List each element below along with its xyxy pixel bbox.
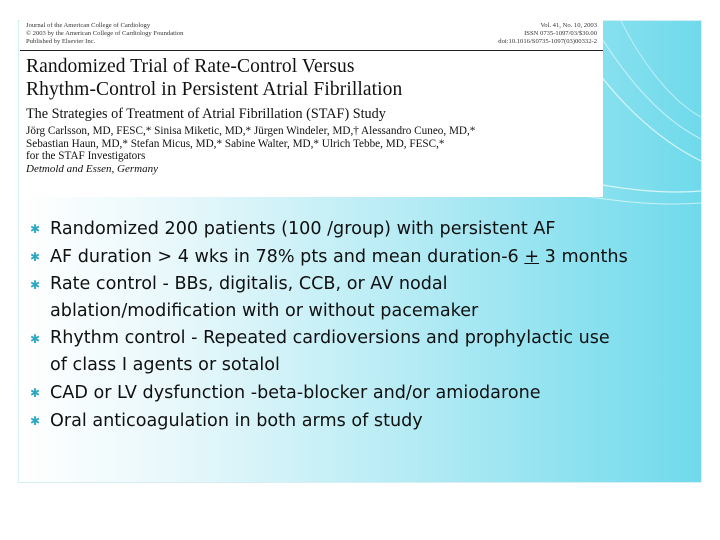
bullet-text: Rhythm control - Repeated cardioversions and prophylactic use — [50, 328, 610, 348]
bullet-text-continued: ablation/modification with or without pacemaker — [50, 301, 479, 321]
list-item — [30, 379, 700, 407]
asterisk-bullet-icon: ✱ — [30, 414, 41, 428]
authors-line3: for the STAF Investigators — [26, 150, 146, 163]
journal-publisher: Published by Elsevier Inc. — [26, 38, 96, 45]
asterisk-bullet-icon: ✱ — [30, 332, 41, 346]
journal-copyright: © 2003 by the American College of Cardiology Foundation — [26, 30, 184, 37]
journal-issn: ISSN 0735-1097/03/$30.00 — [524, 30, 597, 37]
journal-volume: Vol. 41, No. 10, 2003 — [540, 22, 597, 29]
article-location: Detmold and Essen, Germany — [26, 162, 158, 175]
list-item — [30, 243, 700, 271]
journal-name: Journal of the American College of Cardiology — [26, 22, 151, 29]
bullet-text: Oral anticoagulation in both arms of study — [50, 411, 423, 431]
asterisk-bullet-icon: ✱ — [30, 250, 41, 264]
bullet-text-continued: of class I agents or sotalol — [50, 355, 280, 375]
list-item — [30, 215, 700, 243]
article-authors — [26, 125, 597, 163]
list-item — [30, 271, 700, 325]
article-title-line2: Rhythm-Control in Persistent Atrial Fibrillation — [26, 79, 403, 100]
authors-line2: Sebastian Haun, MD,* Stefan Micus, MD,* Sabine Walter, MD,* Ulrich Tebbe, MD, FESC,* — [26, 137, 445, 150]
header-divider — [20, 50, 603, 51]
article-subtitle: The Strategies of Treatment of Atrial Fibrillation (STAF) Study — [26, 106, 386, 122]
bullet-text: Rate control - BBs, digitalis, CCB, or AV nodal — [50, 274, 448, 294]
bullet-text: AF duration > 4 wks in 78% pts and mean duration-6 — [50, 247, 525, 267]
asterisk-bullet-icon: ✱ — [30, 278, 41, 292]
bullet-text: 3 months — [539, 247, 628, 267]
bullet-text: Randomized 200 patients (100 /group) with persistent AF — [50, 219, 556, 239]
asterisk-bullet-icon: ✱ — [30, 386, 41, 400]
article-title-line1: Randomized Trial of Rate-Control Versus — [26, 56, 355, 77]
article-title — [26, 55, 597, 101]
list-item — [30, 325, 700, 379]
authors-line1: Jörg Carlsson, MD, FESC,* Sinisa Miketic, MD,* Jürgen Windeler, MD,† Alessandro Cuneo, MD,* — [26, 125, 476, 137]
journal-info — [26, 22, 597, 46]
bullet-text: CAD or LV dysfunction -beta-blocker and/or amiodarone — [50, 383, 541, 403]
asterisk-bullet-icon: ✱ — [30, 222, 41, 236]
bullet-list — [30, 215, 700, 435]
plus-minus-symbol: + — [524, 247, 540, 267]
journal-doi: doi:10.1016/S0735-1097(03)00332-2 — [498, 38, 597, 45]
article-header-image — [20, 20, 603, 197]
list-item — [30, 407, 700, 435]
